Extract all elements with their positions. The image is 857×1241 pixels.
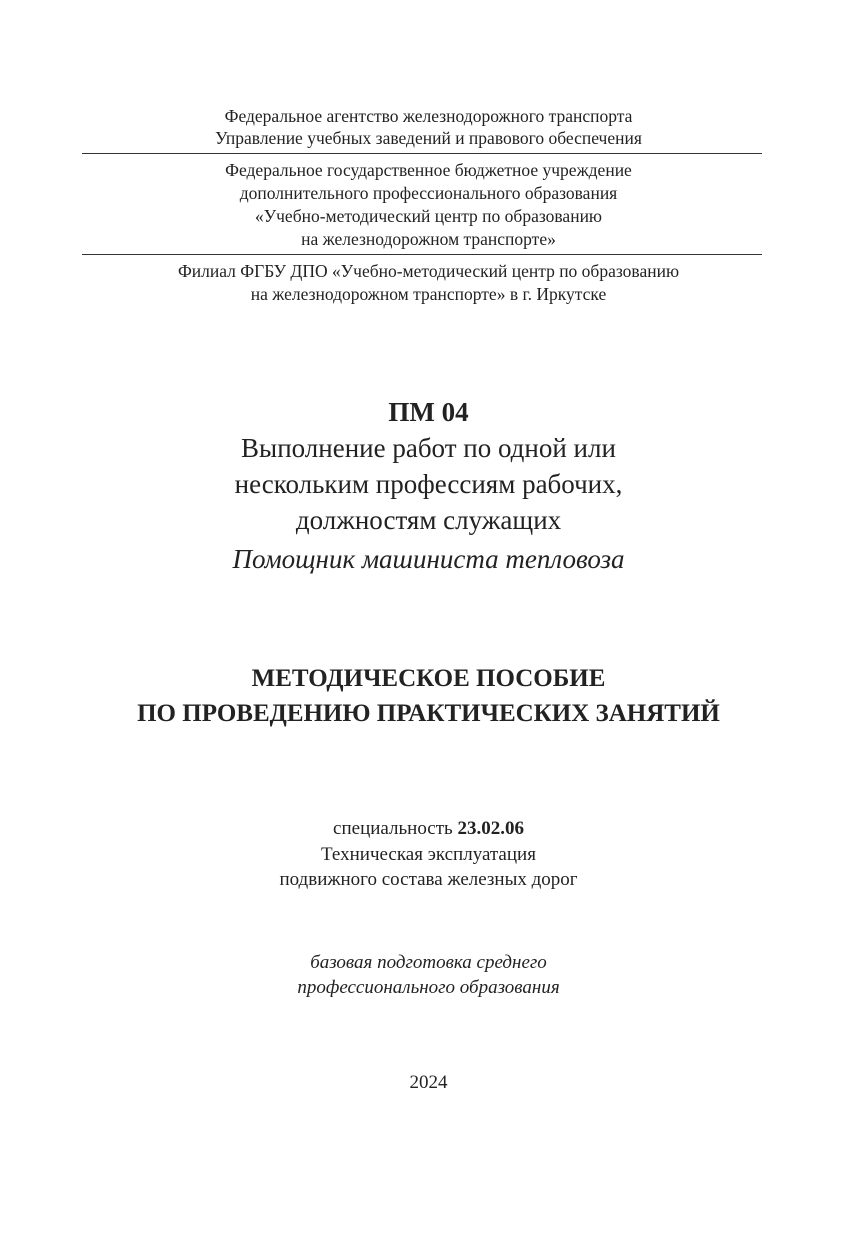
module-title-line-2: нескольким профессиям рабочих,	[234, 469, 623, 499]
institution-line-2: дополнительного профессионального образования	[239, 183, 618, 203]
agency-department: Управление учебных заведений и правового обеспечения	[215, 128, 642, 148]
specialty-label: специальность	[333, 818, 458, 839]
profession-name: Помощник машиниста тепловоза	[232, 544, 625, 574]
document-title-line-2: ПО ПРОВЕДЕНИЮ ПРАКТИЧЕСКИХ ЗАНЯТИЙ	[137, 700, 720, 727]
branch-line-2: на железнодорожном транспорте» в г. Иркутске	[250, 284, 607, 304]
institution-line-4: на железнодорожном транспорте»	[301, 229, 556, 249]
education-level-line-1: базовая подготовка среднего	[310, 952, 547, 973]
header-divider-bottom	[82, 254, 762, 255]
module-code: ПМ 04	[388, 397, 469, 427]
module-title-line-3: должностям служащих	[295, 505, 562, 535]
branch-line-1: Филиал ФГБУ ДПО «Учебно-методический центр по образованию	[177, 261, 680, 281]
specialty-code: 23.02.06	[457, 818, 524, 839]
institution-line-3: «Учебно-методический центр по образованию	[254, 206, 603, 226]
specialty-line	[0, 816, 857, 842]
publication-year: 2024	[409, 1072, 448, 1093]
agency-name: Федеральное агентство железнодорожного транспорта	[224, 106, 633, 126]
specialty-name-line-2: подвижного состава железных дорог	[279, 869, 578, 890]
specialty-name-line-1: Техническая эксплуатация	[321, 844, 536, 865]
module-title-line-1: Выполнение работ по одной или	[241, 433, 616, 463]
education-level-line-2: профессионального образования	[297, 977, 560, 998]
institution-line-1: Федеральное государственное бюджетное учреждение	[225, 160, 632, 180]
document-title-line-1: МЕТОДИЧЕСКОЕ ПОСОБИЕ	[251, 665, 606, 692]
header-divider-top	[82, 153, 762, 154]
